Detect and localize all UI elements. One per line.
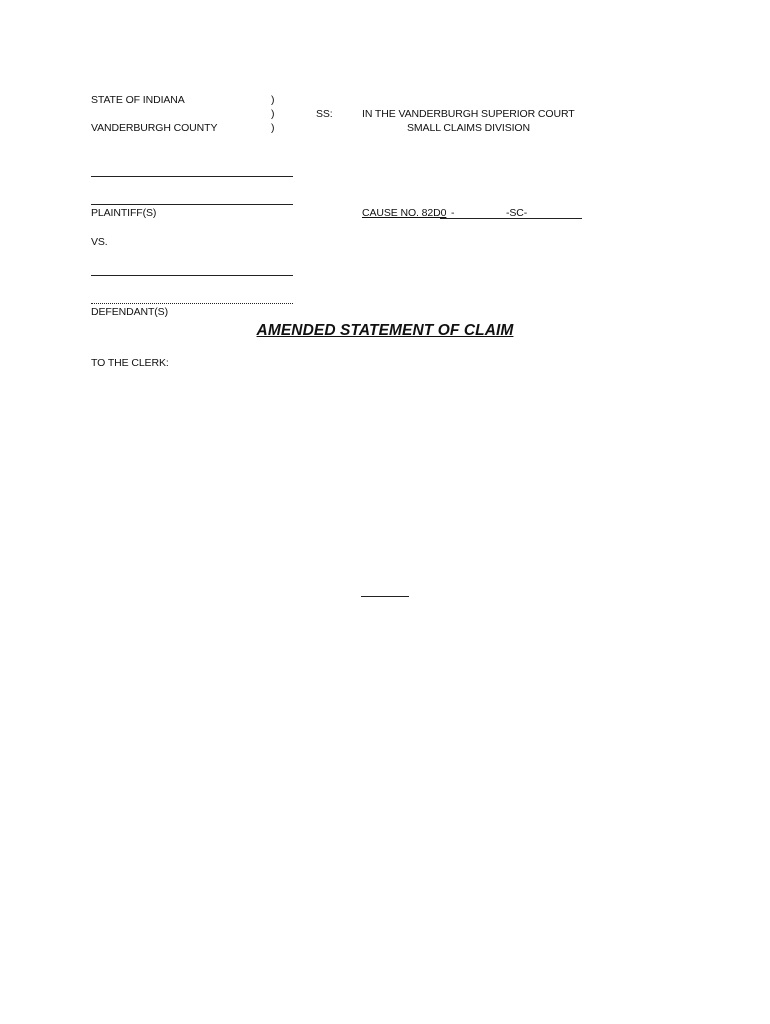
defendant-line-2 [91,303,293,304]
blank-line [361,596,409,597]
bracket-1: ) [271,94,275,106]
county-label: VANDERBURGH COUNTY [91,122,218,134]
defendant-line-1 [91,275,293,276]
bracket-2: ) [271,108,275,120]
plaintiff-line-2 [91,204,293,205]
document-title: AMENDED STATEMENT OF CLAIM [256,322,514,339]
vs-label: VS. [91,236,108,248]
state-label: STATE OF INDIANA [91,94,185,106]
plaintiff-line-1 [91,176,293,177]
plaintiff-label: PLAINTIFF(S) [91,207,157,219]
cause-number-dash: - [451,207,455,219]
cause-number-prefix: CAUSE NO. 82D0 [362,207,447,219]
defendant-label: DEFENDANT(S) [91,306,168,318]
ss-label: SS: [316,108,333,120]
cause-number-sc: -SC- [506,207,528,219]
bracket-3: ) [271,122,275,134]
court-name: IN THE VANDERBURGH SUPERIOR COURT [362,108,575,120]
court-division: SMALL CLAIMS DIVISION [407,122,530,134]
salutation: TO THE CLERK: [91,357,169,369]
